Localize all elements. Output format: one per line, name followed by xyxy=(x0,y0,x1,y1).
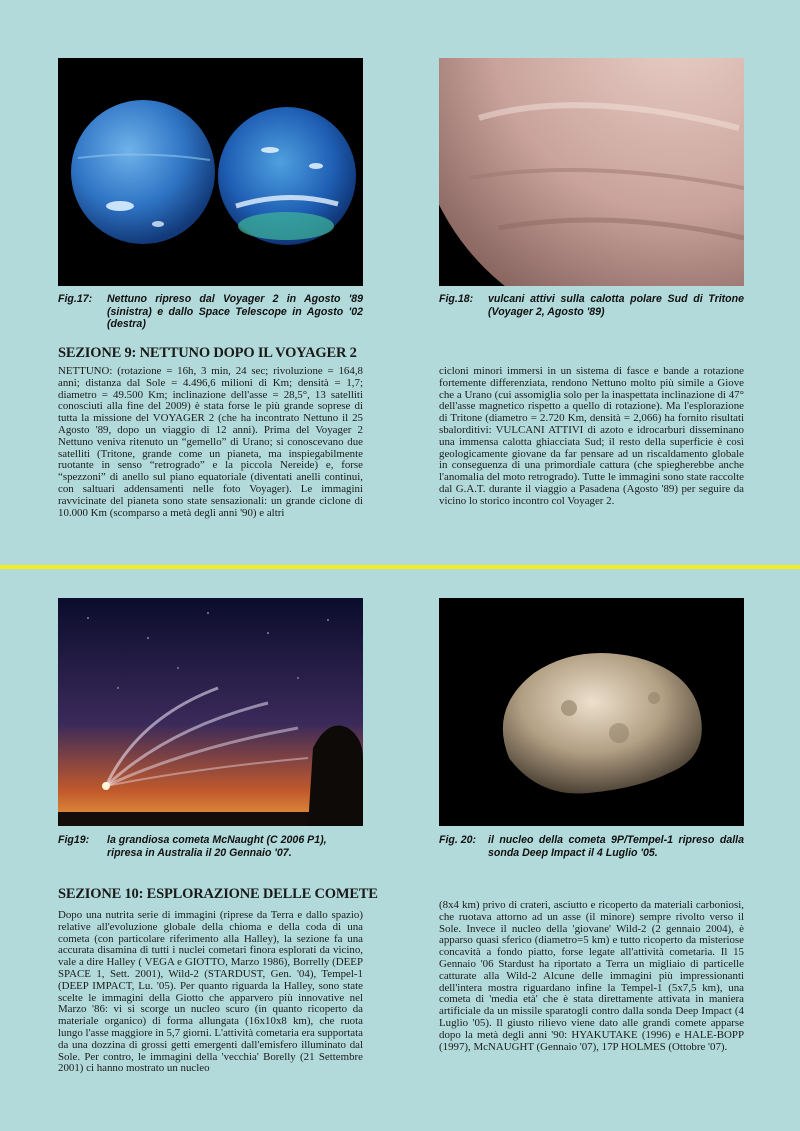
figure-18-number: Fig.18: xyxy=(439,293,474,305)
section-9-text-left: NETTUNO: (rotazione = 16h, 3 min, 24 sec; rivoluzione = 164,8 anni; distanza dal Sole = 4.496,6 milioni di Km; densità = 1,7; diametro = 49.500 Km; inclinazione dell'asse = 28,5°, 13 satelliti conosciuti alla fine del 2009) è stata forse le più grande soprese di tutta la missione del VOYAGER 2 (che ha incontrato Nettuno il 25 Agosto '89, dopo un viaggio di 12 anni). Prima del Voyager 2 Nettuno veniva ritenuto un “gemello” di Urano; si conoscevano due satelliti (Tritone, grande come un pianeta, ma inspiegabilmente ruotante in senso “retrogrado” e la piccola Nereide) e, forse “spezzoni” di anello sul piano equatoriale (diventati anelli continui, con saltuari addensamenti nelle foto Voyager). Le immagini ravvicinate del pianeta sono state sensazionali: un grande ciclone di 10.000 Km (scomparso a metà degli anni '90) e altri xyxy=(58,366,363,519)
figure-17-number: Fig.17: xyxy=(58,293,93,305)
section-divider xyxy=(0,565,800,569)
section-9-heading: SEZIONE 9: NETTUNO DOPO IL VOYAGER 2 xyxy=(58,345,357,361)
figure-17-caption xyxy=(58,293,363,333)
figure-17-caption-text: Nettuno ripreso dal Voyager 2 in Agosto '89 (sinistra) e dallo Space Telescope in Agosto '02 (destra) xyxy=(107,293,363,330)
figure-18-caption-text: vulcani attivi sulla calotta polare Sud di Tritone (Voyager 2, Agosto '89) xyxy=(488,293,744,318)
figure-19-caption xyxy=(58,834,363,862)
section-10-heading: SEZIONE 10: ESPLORAZIONE DELLE COMETE xyxy=(58,886,378,902)
figure-19-caption-text: la grandiosa cometa McNaught (C 2006 P1), ripresa in Australia il 20 Gennaio '07. xyxy=(107,834,327,859)
figure-20-number: Fig. 20: xyxy=(439,834,477,846)
figure-17-image xyxy=(58,58,363,286)
figure-20-caption xyxy=(439,834,744,862)
figure-20-caption-text: il nucleo della cometa 9P/Tempel-1 ripreso dalla sonda Deep Impact il 4 Luglio '05. xyxy=(488,834,744,859)
section-10-text-left: Dopo una nutrita serie di immagini (riprese da Terra e dallo spazio) relative all'evoluzione globale della chioma e della coda di una cometa (con particolare riferimento alla Halley), la sezione fa una accurata disamina di tutti i nuclei cometari finora esplorati da vicino, vale a dire Halley ( VEGA e GIOTTO, Marzo 1986), Borrelly (DEEP SPACE 1, Sett. 2001), Wild-2 (STARDUST, Gen. '04), Tempel-1 (DEEP IMPACT, Lu. '05). Per quanto riguarda la Halley, sono state scelte le immagini della Giotto che apparvero più innovative nel Marzo '86: vi si scorge un nucleo scuro (in quanto ricoperto da materiale organico) di forma allungata (16x10x8 km), che ruota lungo l'asse maggiore in 5,7 giorni. L'attività cometaria era supportata da una dozzina di grossi getti emergenti dall'emisfero illuminato dal Sole. Per contro, le immagini della 'vecchia' Borelly (21 Settembre 2001) ci hanno mostrato un nucleo xyxy=(58,910,363,1075)
figure-19-image xyxy=(58,598,363,826)
figure-20-image xyxy=(439,598,744,826)
section-10-text-right: (8x4 km) privo di crateri, asciutto e ricoperto da materiali carboniosi, che ruotava attorno ad un asse (il minore) sempre rivolto verso il Sole. Invece il nucleo della 'giovane' Wild-2 (2 gennaio 2004), è apparso quasi sferico (diametro=5 km) e tutto ricoperto da misteriose concavità a fondo piatto, forse legate all'attività cometaria. Il 15 Gennaio '06 Stardust ha riportato a Terra un migliaio di particelle catturate alla Wild-2 Alcune delle immagini più impressionanti dell'intera mostra riguardano infine la Tempel-1 (5x7,5 km), una cometa di 'media età' che è stata direttamente attivata in maniera artificiale da un missile sparatogli contro dalla sonda Deep Impact (4 Luglio '05). Il giusto rilievo viene dato alle grandi comete apparse dopo la metà degli anni '90: HYAKUTAKE (1996) e HALE-BOPP (1997), McNAUGHT (Gennaio '07), 17P HOLMES (Ottobre '07). xyxy=(439,900,744,1053)
section-9-text-right: cicloni minori immersi in un sistema di fasce e bande a rotazione fortemente differenziata, rendono Nettuno molto più simile a Giove che a Urano (cui assomiglia solo per la inaspettata inclinazione di 47° dell'asse magnetico rispetto a quello di rotazione). Ma l'esplorazione di Tritone (diametro = 2.720 Km, densità = 2,066) ha fornito risultati sbalorditivi: VULCANI ATTIVI di azoto e idrocarburi disseminano una immensa calotta ghiacciata Sud; il resto della superficie è così geologicamente giovane da far pensare ad un riscaldamento globale in conseguenza di una primordiale cattura (che spiegherebbe anche l'anomalia del moto retrogrado). Tutte le immagini sono state raccolte dal G.A.T. durante il viaggio a Pasadena (Agosto '89) per seguire da vicino lo storico incontro col Voyager 2. xyxy=(439,366,744,507)
figure-19-number: Fig19: xyxy=(58,834,90,846)
figure-18-caption xyxy=(439,293,744,321)
figure-18-image xyxy=(439,58,744,286)
